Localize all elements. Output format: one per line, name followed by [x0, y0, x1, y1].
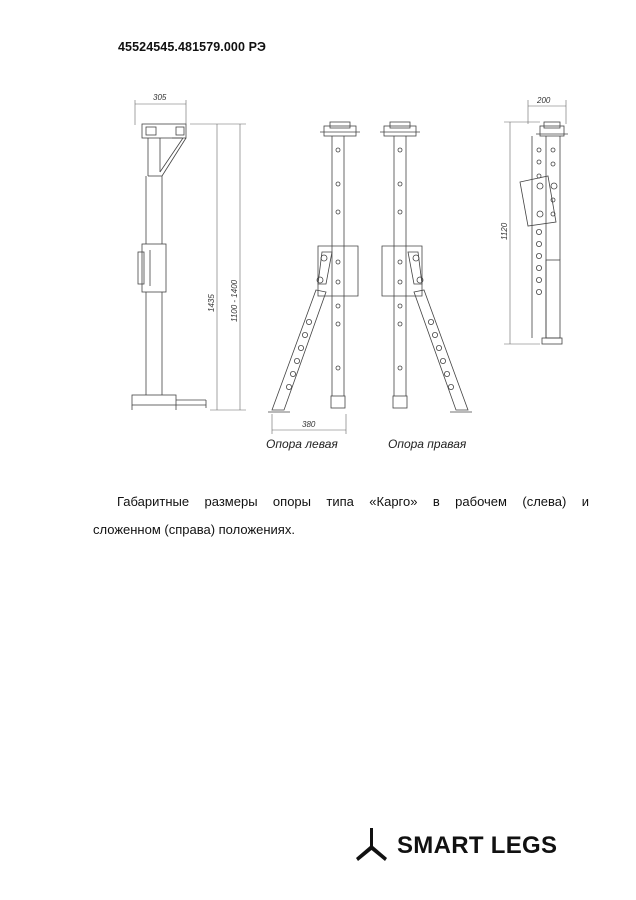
dim-base-width: 380	[302, 420, 316, 429]
right-support-label: Опора правая	[388, 437, 467, 451]
logo-text: SMART LEGS	[397, 832, 558, 859]
left-support-label: Опора левая	[266, 437, 338, 451]
smart-legs-logo	[351, 826, 596, 866]
caption-line-1: Габаритные размеры опоры типа «Карго» в рабочем (слева) и	[117, 494, 589, 509]
folded-support-view	[520, 122, 568, 344]
dim-height-range: 1100 - 1400	[230, 279, 239, 322]
dim-width-top-left: 305	[153, 93, 167, 102]
side-view-dimensions	[135, 100, 246, 410]
right-support-front-view	[380, 122, 472, 412]
figure-caption	[93, 488, 589, 544]
dim-height-total: 1435	[207, 294, 216, 312]
left-support-front-view	[268, 122, 360, 434]
side-view-support	[132, 124, 206, 410]
document-code: 45524545.481579.000 РЭ	[118, 40, 267, 54]
folded-view-dimensions	[504, 100, 566, 344]
dim-height-folded: 1120	[500, 222, 509, 240]
tripod-logo-icon	[351, 826, 391, 866]
caption-line-2: сложенном (справа) положениях.	[93, 522, 295, 537]
dim-width-folded: 200	[537, 96, 551, 105]
